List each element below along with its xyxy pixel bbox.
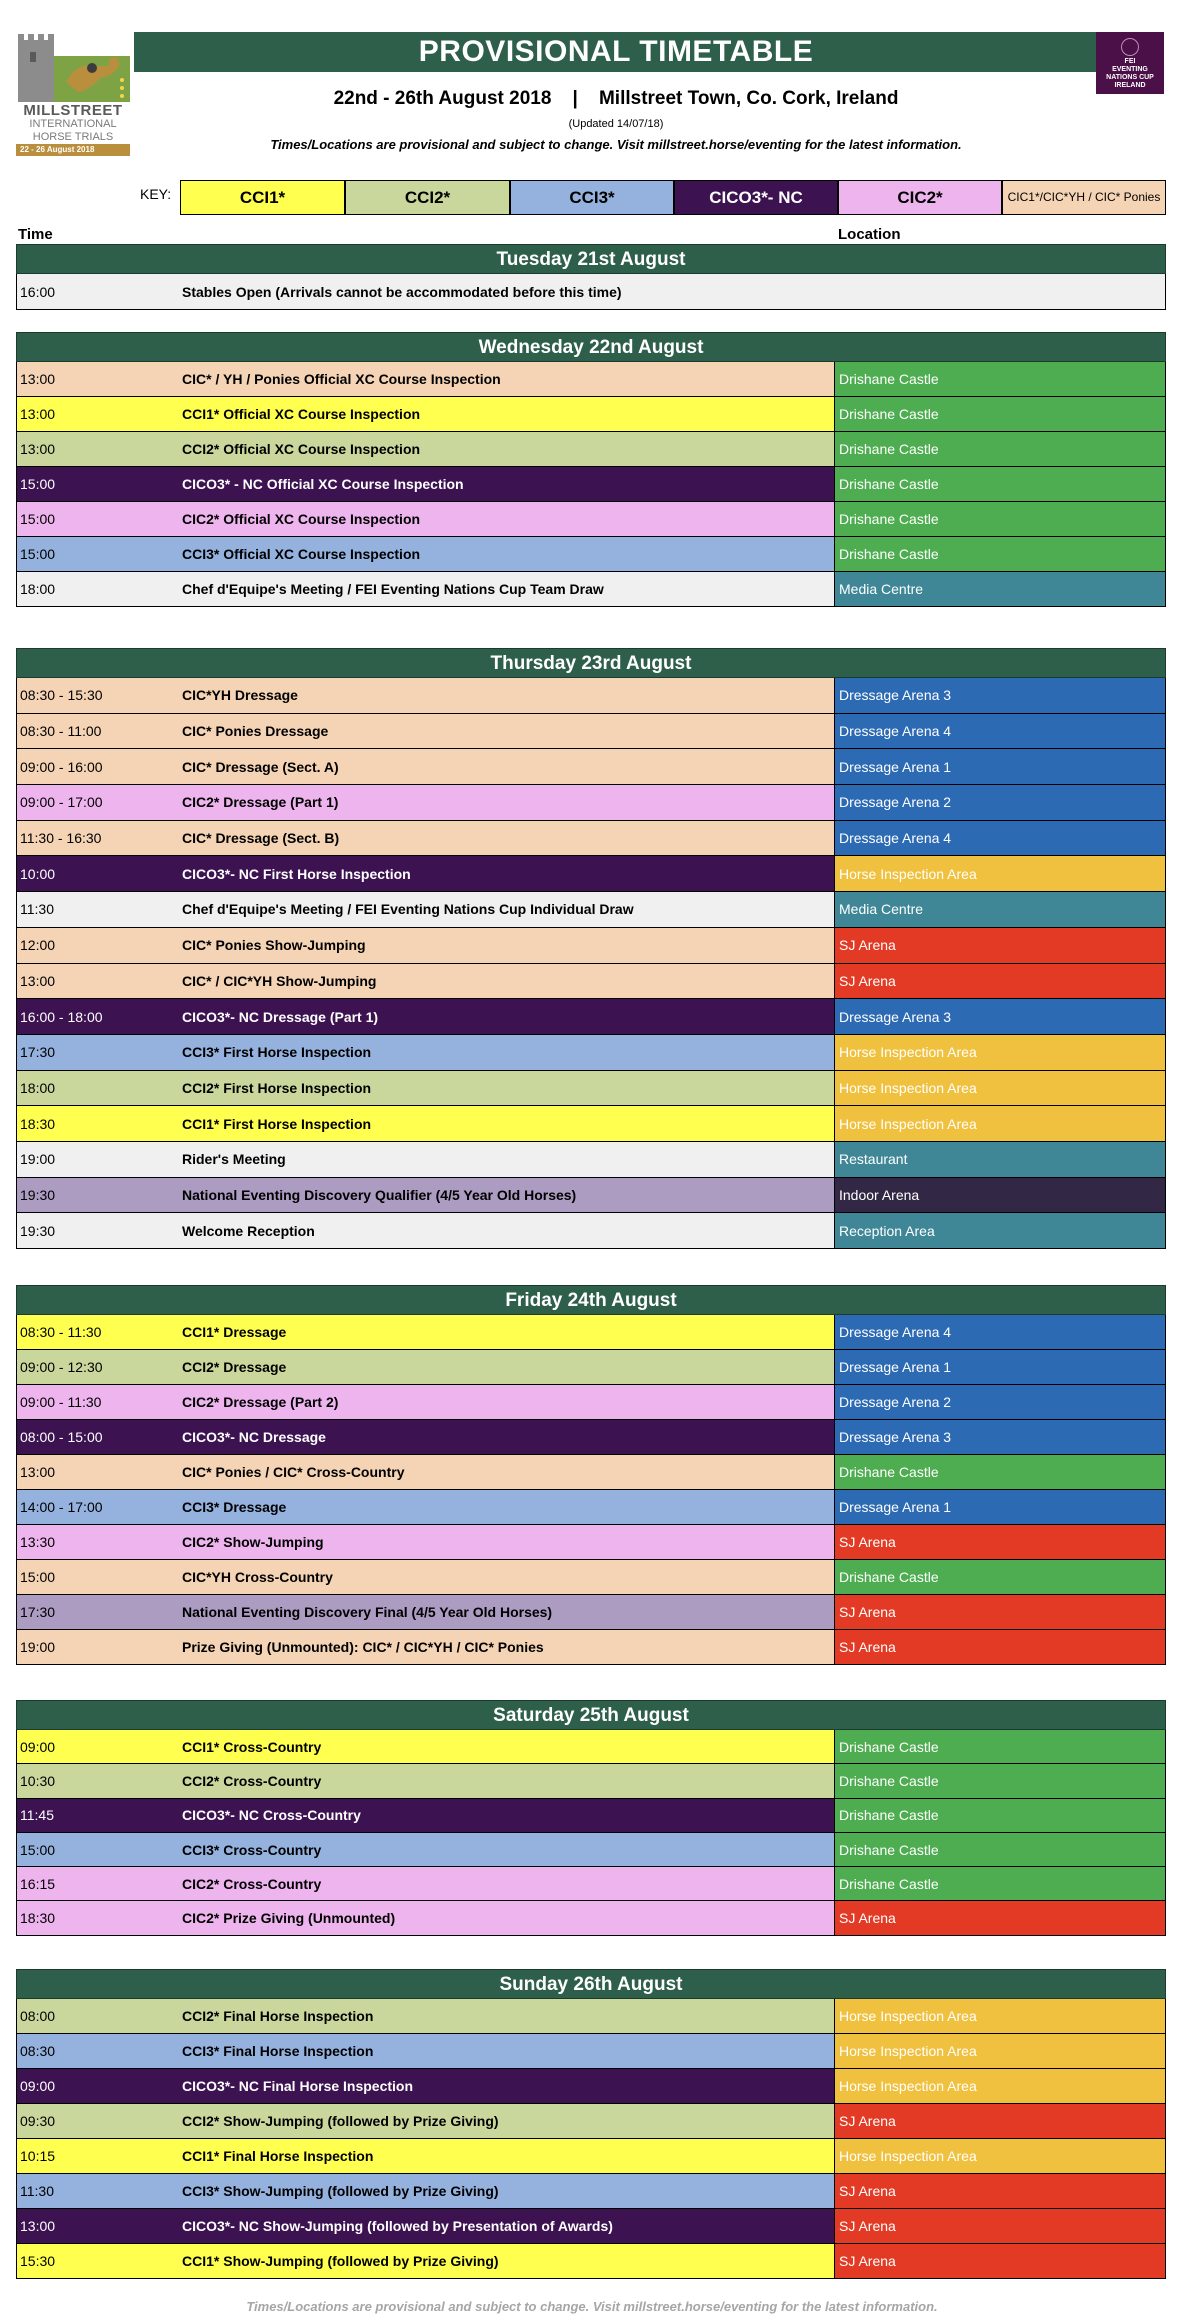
fei-emblem-icon <box>1121 38 1139 56</box>
timetable-row <box>16 1455 1166 1490</box>
event-name: CIC2* Dressage (Part 2) <box>182 1394 339 1410</box>
event-dates-location: 22nd - 26th August 2018 | Millstreet Town, Co. Cork, Ireland <box>333 88 899 109</box>
timetable-row <box>16 892 1166 928</box>
event-name: Prize Giving (Unmounted): CIC* / CIC*YH / CIC* Ponies <box>182 1639 544 1655</box>
event-name: CIC2* Cross-Country <box>182 1875 322 1892</box>
event-name: CICO3*- NC Final Horse Inspection <box>182 2078 414 2094</box>
event-location: SJ Arena <box>834 2104 1165 2138</box>
event-location: Media Centre <box>834 892 1165 927</box>
key-item: CIC1*/CIC*YH / CIC* Ponies <box>1002 180 1166 215</box>
event-time: 08:30 <box>20 2043 56 2059</box>
event-name: CIC*YH Dressage <box>182 687 298 704</box>
castle-horse-logo-icon <box>16 32 130 102</box>
timetable-row <box>16 749 1166 785</box>
timetable-row <box>16 1901 1166 1935</box>
event-location: Reception Area <box>834 1213 1165 1248</box>
event-name: CIC* / CIC*YH Show-Jumping <box>182 972 377 989</box>
day-section <box>16 1969 1166 2279</box>
event-location: Drishane Castle <box>834 1560 1165 1594</box>
event-time: 11:30 - 16:30 <box>20 830 102 847</box>
day-section <box>16 244 1166 310</box>
timetable-row <box>16 1071 1166 1107</box>
timetable-row <box>16 1385 1166 1420</box>
event-name: CCI1* Official XC Course Inspection <box>182 406 421 422</box>
event-time: 17:30 <box>20 1604 56 1620</box>
event-name: National Eventing Discovery Final (4/5 Year Old Horses) <box>182 1604 553 1620</box>
event-location: Drishane Castle <box>834 1764 1165 1797</box>
event-time: 13:00 <box>20 441 56 457</box>
event-name: CICO3* - NC Official XC Course Inspection <box>182 476 464 492</box>
day-section <box>16 1285 1166 1665</box>
event-location: SJ Arena <box>834 1630 1165 1664</box>
updated-date: (Updated 14/07/18) <box>568 118 664 130</box>
event-location: Drishane Castle <box>834 397 1165 431</box>
event-time: 08:30 - 11:30 <box>20 1324 102 1340</box>
event-name: CIC*YH Cross-Country <box>182 1569 333 1585</box>
timetable-row <box>16 1764 1166 1798</box>
event-location: Drishane Castle <box>834 362 1165 396</box>
key-label: KEY: <box>140 186 172 202</box>
event-time: 13:00 <box>20 1464 56 1480</box>
event-name: CIC* Ponies Show-Jumping <box>182 937 366 954</box>
page-title: PROVISIONAL TIMETABLE <box>134 32 1098 72</box>
event-name: CCI1* Cross-Country <box>182 1738 322 1755</box>
event-time: 19:30 <box>20 1222 56 1239</box>
time-column-header: Time <box>18 226 53 243</box>
event-location: Drishane Castle <box>834 537 1165 571</box>
logo-subtitle: INTERNATIONAL <box>29 118 117 130</box>
event-name: CIC2* Dressage (Part 1) <box>182 794 339 811</box>
event-location: Dressage Arena 3 <box>834 999 1165 1034</box>
timetable-row <box>16 1490 1166 1525</box>
event-name: CIC* Ponies / CIC* Cross-Country <box>182 1464 405 1480</box>
event-location: Dressage Arena 2 <box>834 1385 1165 1419</box>
day-heading: Thursday 23rd August <box>16 648 1166 678</box>
event-location: SJ Arena <box>834 2174 1165 2208</box>
event-location: SJ Arena <box>834 964 1165 999</box>
location-column-header: Location <box>838 226 901 243</box>
event-name: CCI2* Dressage <box>182 1359 287 1375</box>
event-location: Drishane Castle <box>834 1730 1165 1763</box>
event-time: 18:30 <box>20 1115 56 1132</box>
event-location: Horse Inspection Area <box>834 856 1165 891</box>
event-location: Dressage Arena 1 <box>834 1490 1165 1524</box>
event-location: Drishane Castle <box>834 1799 1165 1832</box>
fei-logo-line: IRELAND <box>1114 82 1146 89</box>
event-name: CCI3* Show-Jumping (followed by Prize Giving) <box>182 2183 499 2199</box>
event-time: 12:00 <box>20 937 56 954</box>
day-section <box>16 1700 1166 1936</box>
day-heading: Friday 24th August <box>16 1285 1166 1315</box>
timetable-row <box>16 274 1166 310</box>
event-name: CIC* Ponies Dressage <box>182 723 329 740</box>
event-name: CCI1* Final Horse Inspection <box>182 2148 374 2164</box>
event-location: Horse Inspection Area <box>834 2069 1165 2103</box>
timetable-row <box>16 1178 1166 1214</box>
timetable-row <box>16 2104 1166 2139</box>
event-time: 08:30 - 11:00 <box>20 723 102 740</box>
event-location: SJ Arena <box>834 1901 1165 1934</box>
timetable-row <box>16 2244 1166 2279</box>
fei-logo-line: NATIONS CUP <box>1106 74 1154 81</box>
event-location: Drishane Castle <box>834 502 1165 536</box>
timetable-row <box>16 1420 1166 1455</box>
event-time: 13:00 <box>20 406 56 422</box>
timetable-row <box>16 1595 1166 1630</box>
event-location: Indoor Arena <box>834 1178 1165 1213</box>
timetable-row <box>16 964 1166 1000</box>
event-name: CICO3*- NC First Horse Inspection <box>182 865 411 882</box>
timetable-row <box>16 1999 1166 2034</box>
event-name: CCI2* Official XC Course Inspection <box>182 441 421 457</box>
timetable-row <box>16 502 1166 537</box>
event-location: Horse Inspection Area <box>834 2139 1165 2173</box>
day-section <box>16 332 1166 607</box>
event-location: Media Centre <box>834 572 1165 606</box>
footer-disclaimer: Times/Locations are provisional and subject to change. Visit millstreet.horse/eventing for the latest information. <box>246 2299 938 2314</box>
event-name: Welcome Reception <box>182 1222 315 1239</box>
key-item: CCI2* <box>345 180 510 215</box>
event-location: Drishane Castle <box>834 1833 1165 1866</box>
event-name: Chef d'Equipe's Meeting / FEI Eventing Nations Cup Individual Draw <box>182 901 634 918</box>
event-time: 16:00 <box>20 283 56 300</box>
event-time: 09:30 <box>20 2113 56 2129</box>
event-name: CCI2* First Horse Inspection <box>182 1079 372 1096</box>
event-location: SJ Arena <box>834 1525 1165 1559</box>
event-time: 08:30 - 15:30 <box>20 687 103 704</box>
timetable-row <box>16 856 1166 892</box>
fei-logo-line: EVENTING <box>1112 66 1148 73</box>
event-time: 10:15 <box>20 2148 56 2164</box>
event-time: 18:00 <box>20 1079 56 1096</box>
event-name: National Eventing Discovery Qualifier (4/5 Year Old Horses) <box>182 1186 577 1203</box>
event-location: Drishane Castle <box>834 1455 1165 1489</box>
event-time: 15:30 <box>20 2253 56 2269</box>
event-location: Restaurant <box>834 1142 1165 1177</box>
timetable-row <box>16 572 1166 607</box>
event-name: CICO3*- NC Show-Jumping (followed by Presentation of Awards) <box>182 2218 613 2234</box>
event-name: Chef d'Equipe's Meeting / FEI Eventing Nations Cup Team Draw <box>182 581 604 597</box>
event-time: 19:00 <box>20 1151 56 1168</box>
timetable-row <box>16 714 1166 750</box>
timetable-row <box>16 1106 1166 1142</box>
event-name: CCI3* First Horse Inspection <box>182 1044 372 1061</box>
timetable-row <box>16 2069 1166 2104</box>
event-time: 09:00 - 11:30 <box>20 1394 102 1410</box>
timetable-row <box>16 785 1166 821</box>
timetable-row <box>16 678 1166 714</box>
event-name: CCI3* Official XC Course Inspection <box>182 546 421 562</box>
event-location: Horse Inspection Area <box>834 1035 1165 1070</box>
key-item: CICO3*- NC <box>674 180 838 215</box>
timetable-row <box>16 1350 1166 1385</box>
fei-nations-cup-logo <box>1096 32 1164 94</box>
event-name: CIC* Dressage (Sect. B) <box>182 830 340 847</box>
timetable-row <box>16 397 1166 432</box>
event-name: CCI3* Dressage <box>182 1499 287 1515</box>
timetable-row <box>16 362 1166 397</box>
logo-subtitle-2: HORSE TRIALS <box>32 131 114 143</box>
day-heading: Sunday 26th August <box>16 1969 1166 1999</box>
timetable-row <box>16 999 1166 1035</box>
event-name: CCI2* Final Horse Inspection <box>182 2008 374 2024</box>
event-location: Horse Inspection Area <box>834 2034 1165 2068</box>
event-time: 16:15 <box>20 1875 56 1892</box>
event-location: SJ Arena <box>834 928 1165 963</box>
day-heading: Wednesday 22nd August <box>16 332 1166 362</box>
event-time: 11:30 <box>20 2183 54 2199</box>
event-time: 16:00 - 18:00 <box>20 1008 103 1025</box>
event-location: SJ Arena <box>834 2209 1165 2243</box>
timetable-row <box>16 1035 1166 1071</box>
event-location: Dressage Arena 3 <box>834 1420 1165 1454</box>
event-time: 11:45 <box>20 1807 54 1824</box>
event-name: CIC* Dressage (Sect. A) <box>182 758 339 775</box>
event-name: CICO3*- NC Dressage (Part 1) <box>182 1008 379 1025</box>
timetable-row <box>16 1630 1166 1665</box>
event-time: 09:00 - 12:30 <box>20 1359 103 1375</box>
day-heading: Tuesday 21st August <box>16 244 1166 274</box>
event-location: Horse Inspection Area <box>834 1999 1165 2033</box>
key-item: CCI1* <box>180 180 345 215</box>
event-time: 13:00 <box>20 371 56 387</box>
event-location <box>834 274 1165 309</box>
event-time: 13:00 <box>20 972 56 989</box>
logo-title: MILLSTREET <box>23 102 123 119</box>
event-name: CICO3*- NC Cross-Country <box>182 1807 361 1824</box>
timetable-row <box>16 928 1166 964</box>
disclaimer: Times/Locations are provisional and subject to change. Visit millstreet.horse/eventing for the latest information. <box>270 137 962 152</box>
event-time: 09:00 - 17:00 <box>20 794 103 811</box>
event-location: Horse Inspection Area <box>834 1106 1165 1141</box>
timetable-row <box>16 2139 1166 2174</box>
day-section <box>16 648 1166 1249</box>
event-name: CCI2* Show-Jumping (followed by Prize Giving) <box>182 2113 499 2129</box>
event-time: 15:00 <box>20 1569 56 1585</box>
timetable-row <box>16 2209 1166 2244</box>
event-time: 15:00 <box>20 546 56 562</box>
event-time: 09:00 <box>20 1738 56 1755</box>
event-time: 15:00 <box>20 1841 56 1858</box>
event-time: 10:30 <box>20 1772 56 1789</box>
timetable-row <box>16 1730 1166 1764</box>
event-name: Rider's Meeting <box>182 1151 286 1168</box>
event-location: Drishane Castle <box>834 467 1165 501</box>
event-name: CIC2* Show-Jumping <box>182 1534 324 1550</box>
timetable-row <box>16 1867 1166 1901</box>
event-time: 13:30 <box>20 1534 56 1550</box>
event-time: 14:00 - 17:00 <box>20 1499 103 1515</box>
timetable-row <box>16 537 1166 572</box>
key-item: CIC2* <box>838 180 1002 215</box>
key-item: CCI3* <box>510 180 674 215</box>
event-name: CCI1* Show-Jumping (followed by Prize Giving) <box>182 2253 499 2269</box>
event-location: Dressage Arena 1 <box>834 749 1165 784</box>
event-location: Drishane Castle <box>834 432 1165 466</box>
event-name: CIC2* Official XC Course Inspection <box>182 511 421 527</box>
event-time: 18:30 <box>20 1910 56 1927</box>
event-location: Dressage Arena 3 <box>834 678 1165 713</box>
event-name: Stables Open (Arrivals cannot be accommodated before this time) <box>182 283 622 300</box>
event-location: SJ Arena <box>834 1595 1165 1629</box>
event-time: 10:00 <box>20 865 56 882</box>
event-name: CCI1* Dressage <box>182 1324 287 1340</box>
event-time: 13:00 <box>20 2218 56 2234</box>
event-time: 15:00 <box>20 476 56 492</box>
event-name: CCI3* Final Horse Inspection <box>182 2043 374 2059</box>
fei-logo-line: FEI <box>1124 58 1136 65</box>
timetable-row <box>16 1315 1166 1350</box>
millstreet-logo <box>16 32 130 158</box>
timetable-row <box>16 467 1166 502</box>
event-location: Dressage Arena 4 <box>834 714 1165 749</box>
event-name: CIC* / YH / Ponies Official XC Course Inspection <box>182 371 501 387</box>
day-heading: Saturday 25th August <box>16 1700 1166 1730</box>
event-time: 19:30 <box>20 1186 56 1203</box>
event-location: Dressage Arena 4 <box>834 1315 1165 1349</box>
event-location: Drishane Castle <box>834 1867 1165 1900</box>
event-location: SJ Arena <box>834 2244 1165 2278</box>
event-name: CCI3* Cross-Country <box>182 1841 322 1858</box>
timetable-row <box>16 1142 1166 1178</box>
timetable-row <box>16 432 1166 467</box>
timetable-row <box>16 1213 1166 1249</box>
event-location: Dressage Arena 1 <box>834 1350 1165 1384</box>
event-time: 18:00 <box>20 581 56 597</box>
timetable-row <box>16 2174 1166 2209</box>
event-time: 08:00 <box>20 2008 56 2024</box>
event-time: 17:30 <box>20 1044 56 1061</box>
event-time: 09:00 - 16:00 <box>20 758 103 775</box>
event-time: 09:00 <box>20 2078 56 2094</box>
timetable-row <box>16 1525 1166 1560</box>
event-time: 15:00 <box>20 511 56 527</box>
event-location: Dressage Arena 2 <box>834 785 1165 820</box>
event-location: Dressage Arena 4 <box>834 821 1165 856</box>
event-name: CICO3*- NC Dressage <box>182 1429 326 1445</box>
event-time: 11:30 <box>20 901 54 918</box>
timetable-row <box>16 1833 1166 1867</box>
event-name: CIC2* Prize Giving (Unmounted) <box>182 1910 396 1927</box>
event-time: 08:00 - 15:00 <box>20 1429 103 1445</box>
event-name: CCI1* First Horse Inspection <box>182 1115 372 1132</box>
timetable-row <box>16 1560 1166 1595</box>
timetable-row <box>16 821 1166 857</box>
event-time: 19:00 <box>20 1639 56 1655</box>
timetable-row <box>16 2034 1166 2069</box>
event-name: CCI2* Cross-Country <box>182 1772 322 1789</box>
logo-date: 22 - 26 August 2018 <box>16 144 130 156</box>
timetable-row <box>16 1799 1166 1833</box>
event-location: Horse Inspection Area <box>834 1071 1165 1106</box>
